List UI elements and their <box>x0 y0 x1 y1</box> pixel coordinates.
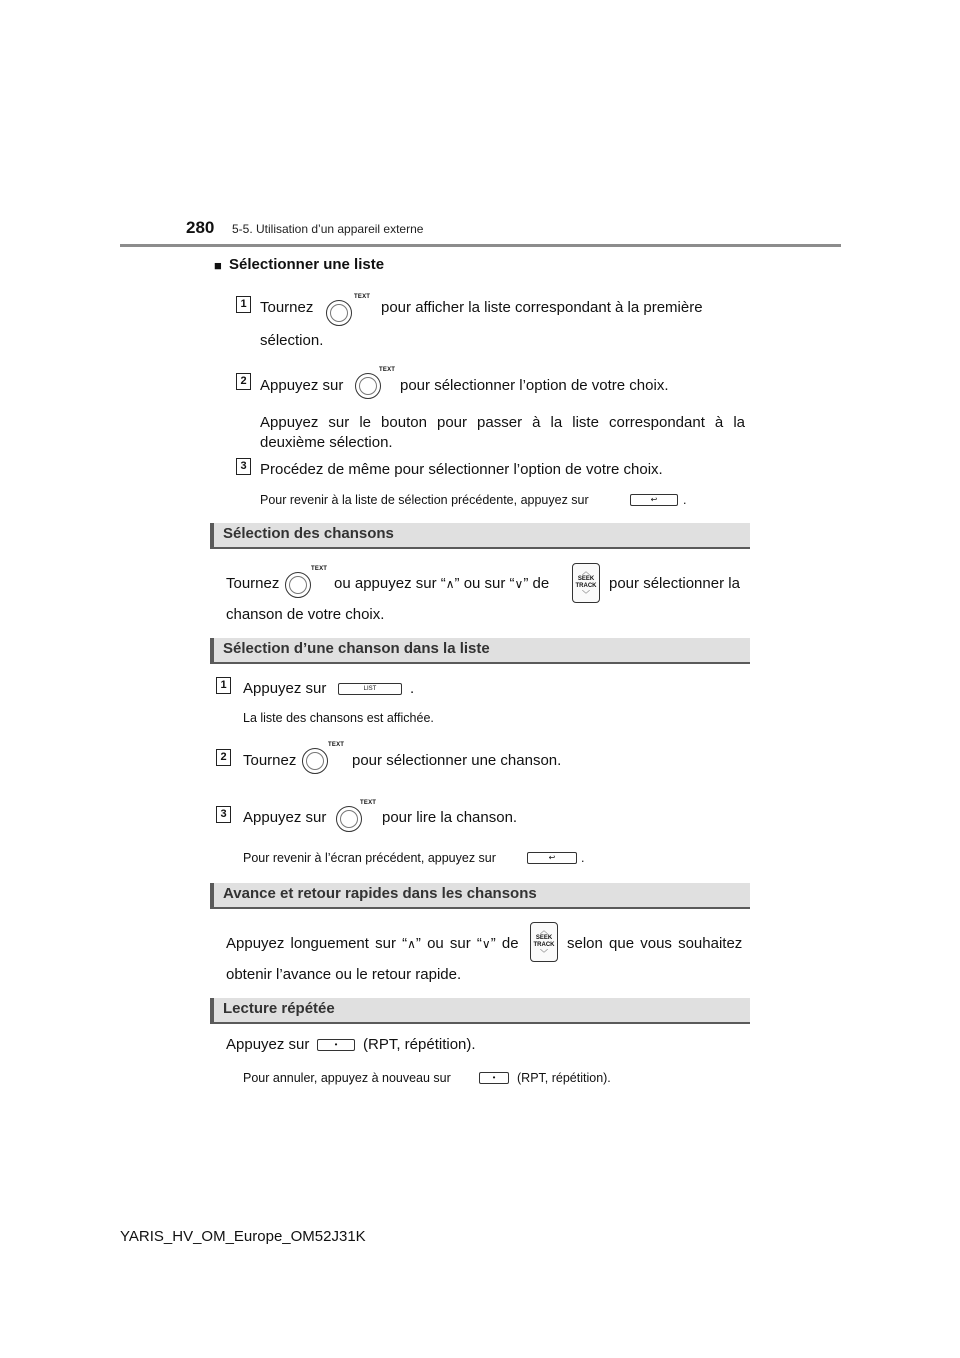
up-chevron-icon: ∧ <box>407 937 416 951</box>
document-code: YARIS_HV_OM_Europe_OM52J31K <box>120 1228 366 1245</box>
step-number-3: 3 <box>216 806 231 823</box>
rpt-key-icon: • <box>317 1039 355 1051</box>
step2-text-c: Appuyez sur le bouton pour passer à la liste correspondant à la <box>260 414 745 431</box>
note-return-list-end: . <box>683 493 687 507</box>
back-key-icon: ↩ <box>630 494 678 506</box>
seek-track-icon: ︿ SEEK TRACK ﹀ <box>572 563 600 603</box>
heading-select-list: Sélectionner une liste <box>229 256 385 273</box>
section-title: 5-5. Utilisation d’un appareil externe <box>232 222 424 236</box>
down-chevron-icon: ∨ <box>481 937 491 951</box>
step-number-2: 2 <box>216 749 231 766</box>
heading-square-icon: ■ <box>214 258 222 273</box>
ff-text-c: obtenir l’avance ou le retour rapide. <box>226 966 462 983</box>
back-key-icon: ↩ <box>527 852 577 864</box>
step3-text: Procédez de même pour sélectionner l’option de votre choix. <box>260 461 663 478</box>
step1-text-a: Tournez <box>260 299 314 316</box>
list-note-shown: La liste des chansons est affichée. <box>243 711 434 725</box>
banner-repeat: Lecture répétée <box>210 998 750 1024</box>
step2-text-b: pour sélectionner l’option de votre choix. <box>400 377 669 394</box>
list-note-return-end: . <box>581 851 585 865</box>
list-step3-a: Appuyez sur <box>243 809 327 826</box>
text-knob-icon: TEXT <box>336 800 381 834</box>
text-knob-icon: TEXT <box>302 742 347 776</box>
step1-text-c: sélection. <box>260 332 324 349</box>
songs-text-d: chanson de votre choix. <box>226 606 385 623</box>
list-key-icon: LIST <box>338 683 402 695</box>
text-knob-icon: TEXT <box>326 294 366 328</box>
rpt-key-icon: • <box>479 1072 509 1084</box>
up-chevron-icon: ∧ <box>445 577 455 591</box>
step-number-1: 1 <box>216 677 231 694</box>
banner-fast-forward: Avance et retour rapides dans les chansons <box>210 883 750 909</box>
banner-song-from-list: Sélection d’une chanson dans la liste <box>210 638 750 664</box>
header-divider <box>120 244 841 247</box>
seek-track-icon: ︿ SEEK TRACK ﹀ <box>530 922 558 962</box>
step1-text-b: pour afficher la liste correspondant à la première <box>381 299 703 316</box>
list-step2-b: pour sélectionner une chanson. <box>352 752 562 769</box>
list-step2-a: Tournez <box>243 752 297 769</box>
step-number-3: 3 <box>236 458 251 475</box>
list-step1-a: Appuyez sur <box>243 680 327 697</box>
page-number: 280 <box>186 218 215 237</box>
step2-text-d: deuxième sélection. <box>260 434 393 451</box>
text-knob-icon: TEXT <box>355 367 395 401</box>
step-number-1: 1 <box>236 296 251 313</box>
step-number-2: 2 <box>236 373 251 390</box>
list-note-return: Pour revenir à l’écran précédent, appuyez sur <box>243 851 496 865</box>
repeat-text-a: Appuyez sur <box>226 1036 310 1053</box>
songs-text-a: Tournez <box>226 575 280 592</box>
songs-text-c: pour sélectionner la <box>609 575 740 592</box>
list-step1-b: . <box>410 680 415 697</box>
down-chevron-icon: ∨ <box>514 577 524 591</box>
step2-text-a: Appuyez sur <box>260 377 344 394</box>
repeat-note-b: (RPT, répétition). <box>517 1071 611 1085</box>
banner-song-selection: Sélection des chansons <box>210 523 750 549</box>
ff-text-b: selon que vous souhaitez <box>567 935 743 952</box>
text-knob-icon: TEXT <box>285 566 330 600</box>
repeat-note-a: Pour annuler, appuyez à nouveau sur <box>243 1071 451 1085</box>
ff-text-a: Appuyez longuement sur “∧” ou sur “∨” de <box>226 935 519 952</box>
songs-text-b: ou appuyez sur “∧” ou sur “∨” de <box>334 575 550 592</box>
list-step3-b: pour lire la chanson. <box>382 809 518 826</box>
repeat-text-b: (RPT, répétition). <box>363 1036 476 1053</box>
note-return-list: Pour revenir à la liste de sélection précédente, appuyez sur <box>260 493 589 507</box>
